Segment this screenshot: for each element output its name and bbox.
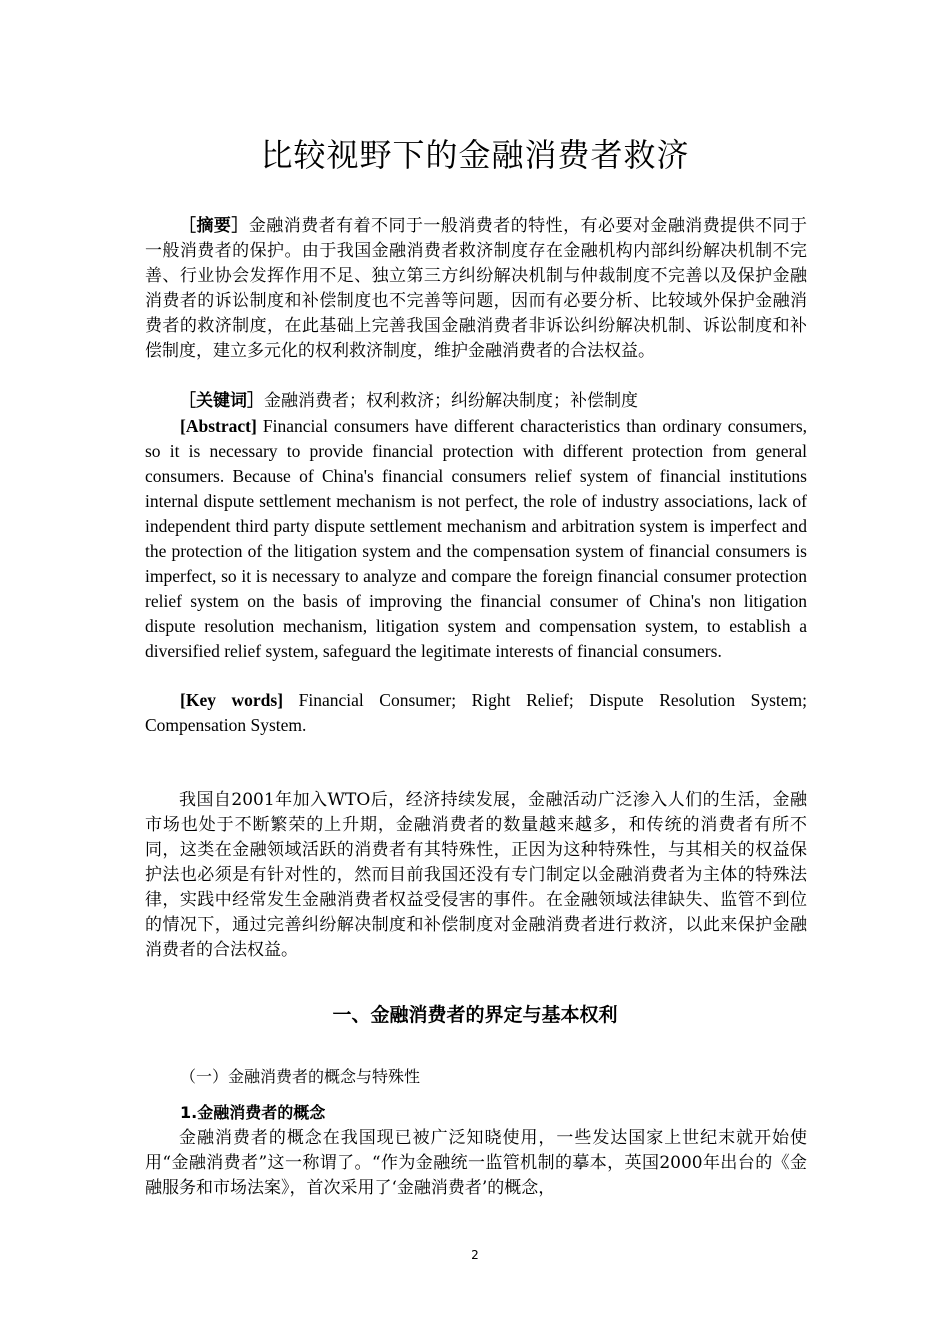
keywords-en [145,688,807,738]
subsection-heading: （一）金融消费者的概念与特殊性 [180,1067,421,1086]
abstract-en-label: [Abstract] [180,416,257,436]
subsubsection-heading: 1.金融消费者的概念 [180,1103,326,1122]
keywords-cn [145,389,807,414]
keywords-cn-text: 金融消费者；权利救济；纠纷解决制度；补偿制度 [264,391,638,411]
abstract-cn-text: 金融消费者有着不同于一般消费者的特性，有必要对金融消费提供不同于一般消费者的保护。由于我国金融消费者救济制度存在金融机构内部纠纷解决机制不完善、行业协会发挥作用不足、独立第三方纠纷解决机制与仲裁制度不完善以及保护金融消费者的诉讼制度和补偿制度也不完善等问题，因而有必要分析、比较域外保护金融消费者的救济制度，在此基础上完善我国金融消费者非诉讼纠纷解决机制、诉讼制度和补偿制度，建立多元化的权利救济制度，维护金融消费者的合法权益。 [145,216,808,361]
abstract-cn [145,214,807,364]
section-heading: 一、金融消费者的界定与基本权利 [332,1004,618,1026]
concept-paragraph: 金融消费者的概念在我国现已被广泛知晓使用，一些发达国家上世纪末就开始使用“金融消费者”这一称谓了。“作为金融统一监管机制的摹本，英国2000年出台的《金融服务和市场法案》，首次采用了‘金融消费者’的概念， [145,1128,807,1198]
abstract-en [145,414,807,664]
page-number: 2 [471,1248,479,1262]
keywords-cn-label: ［关键词］ [179,391,264,411]
intro-paragraph: 我国自2001年加入WTO后，经济持续发展，金融活动广泛渗入人们的生活，金融市场也处于不断繁荣的上升期，金融消费者的数量越来越多，和传统的消费者有所不同，这类在金融领域活跃的消费者有其特殊性，正因为这种特殊性，与其相关的权益保护法也必须是有针对性的，然而目前我国还没有专门制定以金融消费者为主体的特殊法律，实践中经常发生金融消费者权益受侵害的事件。在金融领域法律缺失、监管不到位的情况下，通过完善纠纷解决制度和补偿制度对金融消费者进行救济，以此来保护金融消费者的合法权益。 [145,790,807,960]
abstract-en-text: Financial consumers have different characteristics than ordinary consumers, so it is necessary to provide financial protection with different protection from general consumers. Because of China's financial consumers relief system of financial institutions internal dispute settlement mechanism is not perfect, the role of industry associations, lack of independent third party dispute settlement mechanism and arbitration system is imperfect and the protection of the litigation system and the compensation system of financial consumers is imperfect, so it is necessary to analyze and compare the foreign financial consumer protection relief system on the basis of improving the financial consumer of China's non litigation dispute resolution mechanism, litigation system and compensation system, to establish a diversified relief system, safeguard the legitimate interests of financial consumers. [145,416,808,661]
keywords-en-label: [Key words] [180,690,284,710]
abstract-cn-label: ［摘要］ [179,216,249,236]
keywords-en-text: Financial Consumer; Right Relief; Dispute Resolution System; Compensation System. [145,690,808,735]
page-title: 比较视野下的金融消费者救济 [260,136,690,174]
